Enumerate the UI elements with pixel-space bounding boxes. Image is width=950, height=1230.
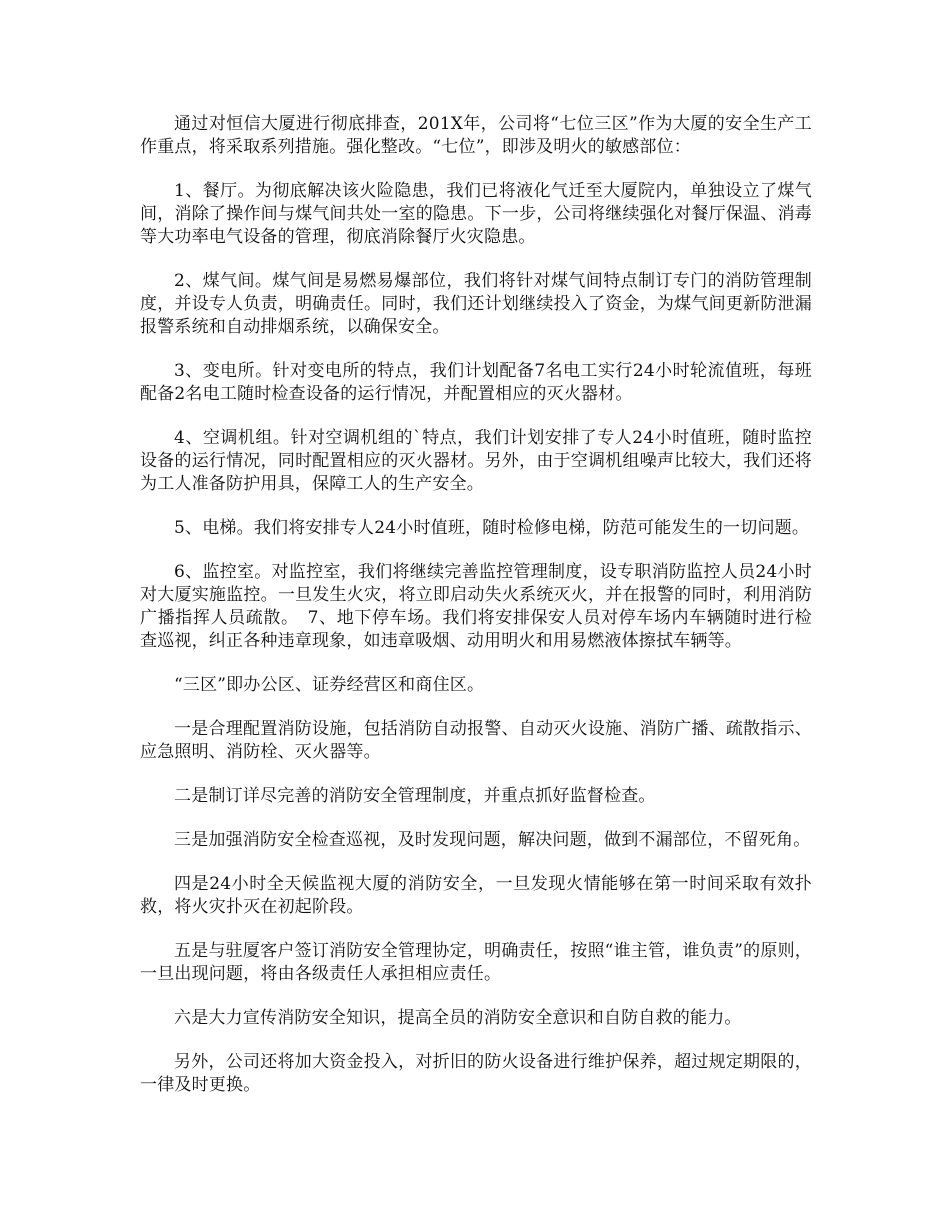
paragraph-measure-6: 六是大力宣传消防安全知识，提高全员的消防安全意识和自防自救的能力。 xyxy=(174,1008,742,1028)
paragraph-measure-5: 五是与驻厦客户签订消防安全管理协定，明确责任，按照“谁主管，谁负责”的原则，一旦出现问题，将由各级责任人承担相应责任。 xyxy=(140,941,812,984)
paragraph-measure-4: 四是24小时全天候监视大厦的消防安全，一旦发现火情能够在第一时间采取有效扑救，将火灾扑灭在初起阶段。 xyxy=(140,874,812,917)
paragraph-substation: 3、变电所。针对变电所的特点，我们计划配备7名电工实行24小时轮流值班，每班配备2名电工随时检查设备的运行情况，并配置相应的灭火器材。 xyxy=(140,361,812,404)
paragraph-measure-2: 二是制订详尽完善的消防安全管理制度，并重点抓好监督检查。 xyxy=(174,786,656,806)
paragraph-measure-3: 三是加强消防安全检查巡视，及时发现问题，解决问题，做到不漏部位，不留死角。 xyxy=(174,830,811,850)
paragraph-three-zones: “三区”即办公区、证券经营区和商住区。 xyxy=(174,675,485,695)
paragraph-closing: 另外，公司还将加大资金投入，对折旧的防火设备进行维护保养，超过规定期限的，一律及时更换。 xyxy=(140,1052,812,1095)
paragraph-air-conditioning: 4、空调机组。针对空调机组的`特点，我们计划安排了专人24小时值班，随时监控设备的运行情况，同时配置相应的灭火器材。另外，由于空调机组噪声比较大，我们还将为工人准备防护用具，保障工人的生产安全。 xyxy=(140,428,812,494)
paragraph-monitoring-parking: 6、监控室。对监控室，我们将继续完善监控管理制度，设专职消防监控人员24小时对大厦实施监控。一旦发生火灾，将立即启动失火系统灭火，并在报警的同时，利用消防广播指挥人员疏散。 7、地下停车场。我们将安排保安人员对停车场内车辆随时进行检查巡视，纠正各种违章现象，如违章吸烟、动用明火和用易燃液体擦拭车辆等。 xyxy=(140,562,812,651)
document-body xyxy=(140,113,812,1118)
paragraph-elevator: 5、电梯。我们将安排专人24小时值班，随时检修电梯，防范可能发生的一切问题。 xyxy=(174,518,810,538)
paragraph-intro: 通过对恒信大厦进行彻底排查，201X年，公司将“七位三区”作为大厦的安全生产工作重点，将采取系列措施。强化整改。“七位”，即涉及明火的敏感部位： xyxy=(140,114,812,157)
paragraph-measure-1: 一是合理配置消防设施，包括消防自动报警、自动灭火设施、消防广播、疏散指示、应急照明、消防栓、灭火器等。 xyxy=(140,719,812,762)
paragraph-canteen: 1、餐厅。为彻底解决该火险隐患，我们已将液化气迁至大厦院内，单独设立了煤气间，消除了操作间与煤气间共处一室的隐患。下一步，公司将继续强化对餐厅保温、消毒等大功率电气设备的管理，彻底消除餐厅火灾隐患。 xyxy=(140,181,812,247)
paragraph-gas-room: 2、煤气间。煤气间是易燃易爆部位，我们将针对煤气间特点制订专门的消防管理制度，并设专人负责，明确责任。同时，我们还计划继续投入了资金，为煤气间更新防泄漏报警系统和自动排烟系统，以确保安全。 xyxy=(140,271,812,337)
